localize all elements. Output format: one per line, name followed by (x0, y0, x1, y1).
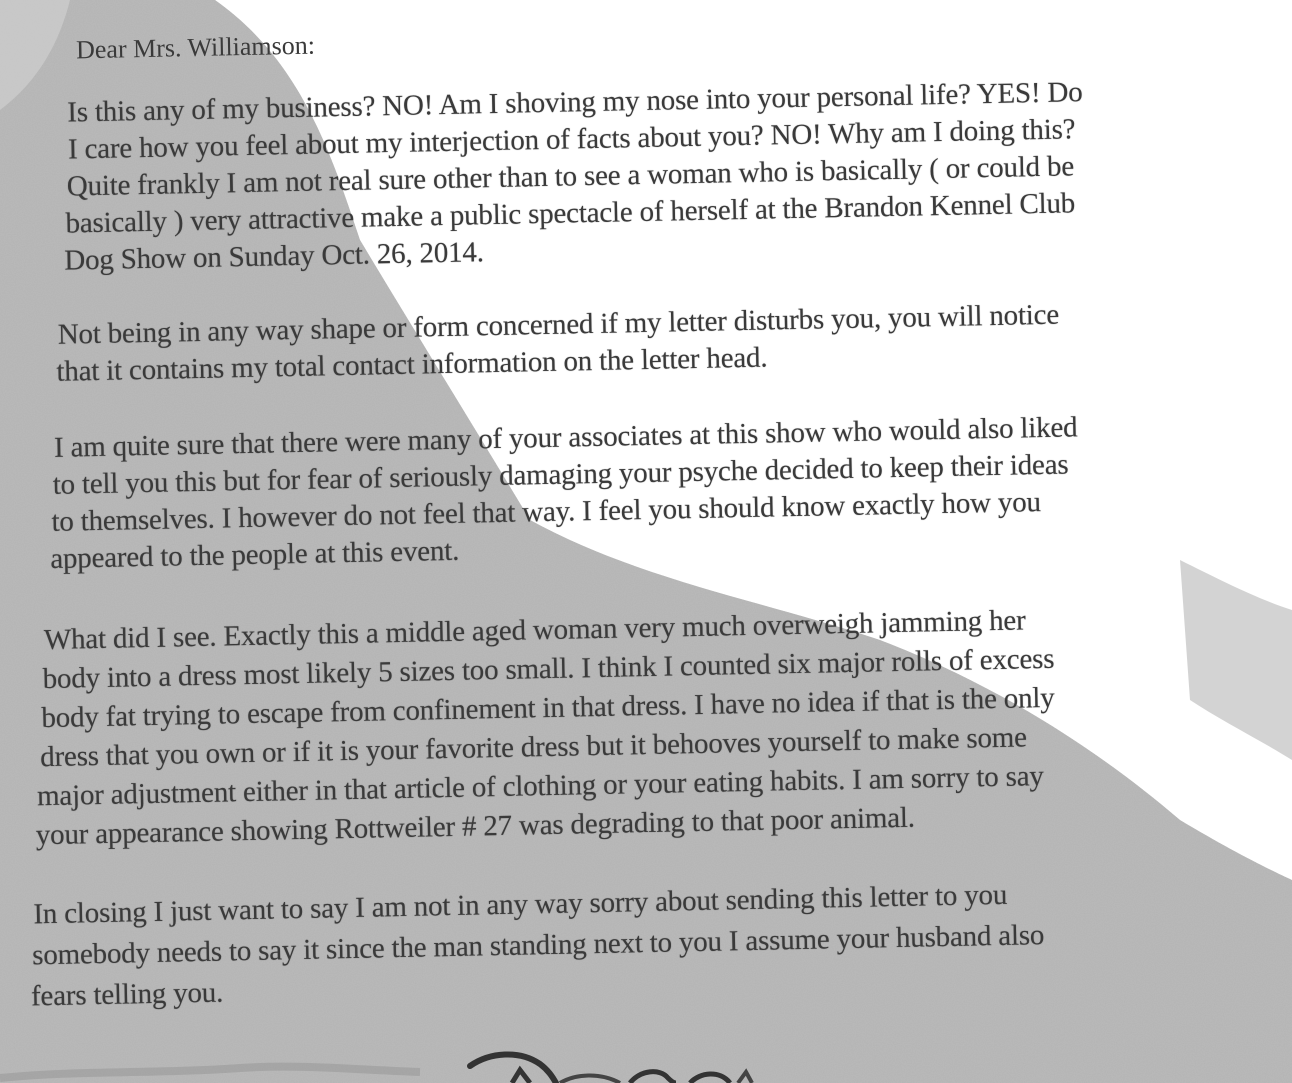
letter-line: Not being in any way shape or form concerned if my letter disturbs you, you will notice (57, 298, 1060, 351)
letter-line: your appearance showing Rottweiler # 27 was degrading to that poor animal. (35, 801, 916, 852)
letter-line: What did I see. Exactly this a middle aged woman very much overweigh jamming her (43, 604, 1026, 657)
letter-line: body into a dress most likely 5 sizes too small. I think I counted six major rolls of excess (42, 642, 1055, 696)
letter-line: body fat trying to escape from confinement in that dress. I have no idea if that is the only (41, 681, 1055, 735)
letter-line: basically ) very attractive make a public spectacle of herself at the Brandon Kennel Club (65, 187, 1076, 240)
letter-line: to themselves. I however do not feel that way. I feel you should know exactly how you (51, 486, 1042, 538)
handwritten-signature (0, 1040, 1292, 1083)
letter-line: Quite frankly I am not real sure other than to see a woman who is basically ( or could be (66, 150, 1075, 203)
letter-line: Dog Show on Sunday Oct. 26, 2014. (63, 236, 485, 277)
letter-line: I am quite sure that there were many of your associates at this show who would also liked (53, 411, 1078, 464)
salutation: Dear Mrs. Williamson: (75, 30, 316, 65)
letter-line: fears telling you. (30, 976, 224, 1013)
letter-line: to tell you this but for fear of seriously damaging your psyche decided to keep their ideas (52, 448, 1069, 501)
letter-line: that it contains my total contact information on the letter head. (56, 341, 768, 388)
letter-line: major adjustment either in that article of clothing or your eating habits. I am sorry to say (36, 760, 1044, 813)
letter-line: dress that you own or if it is your favorite dress but it behooves yourself to make some (39, 721, 1028, 774)
letter-line: Is this any of my business? NO! Am I shoving my nose into your personal life? YES! Do (66, 76, 1083, 129)
letter-line: somebody needs to say it since the man standing next to you I assume your husband also (31, 919, 1045, 972)
letter-line: In closing I just want to say I am not in any way sorry about sending this letter to you (33, 878, 1008, 931)
letter-line: appeared to the people at this event. (49, 534, 460, 575)
letter-line: I care how you feel about my interjection of facts about you? NO! Why am I doing this? (67, 113, 1076, 166)
